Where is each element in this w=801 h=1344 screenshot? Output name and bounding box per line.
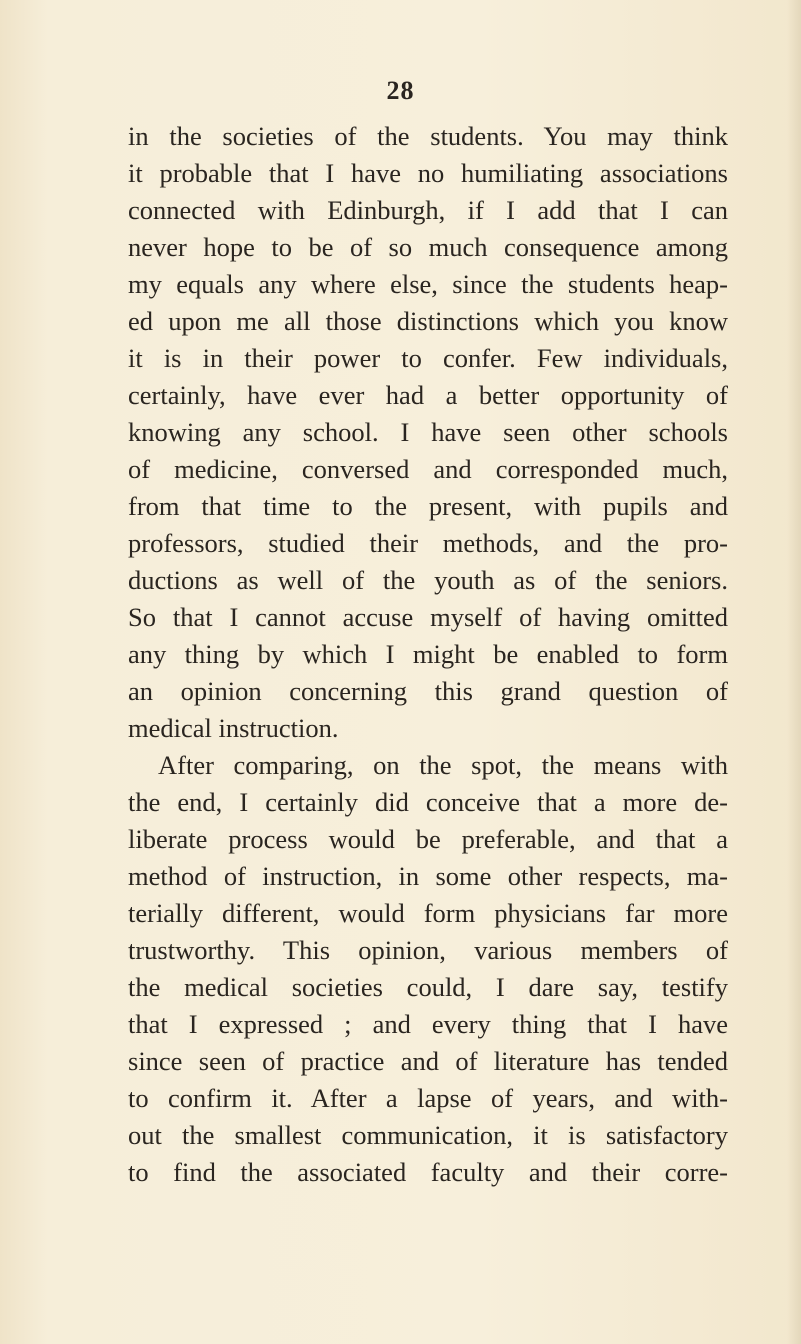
paragraph-start-line: After comparing, on the spot, the means with xyxy=(158,750,728,780)
text-line: certainly, have ever had a better opportunity of xyxy=(128,380,728,410)
text-line: never hope to be of so much consequence among xyxy=(128,232,728,262)
text-line: from that time to the present, with pupils and xyxy=(128,491,728,521)
text-line: the medical societies could, I dare say, testify xyxy=(128,972,728,1002)
text-line: in the societies of the students. You may think xyxy=(128,121,728,151)
text-line: So that I cannot accuse myself of having omitted xyxy=(128,602,728,632)
text-line: knowing any school. I have seen other schools xyxy=(128,417,728,447)
text-line: to confirm it. After a lapse of years, and with- xyxy=(128,1083,728,1113)
text-line: out the smallest communication, it is satisfactory xyxy=(128,1120,728,1150)
text-line: ductions as well of the youth as of the seniors. xyxy=(128,565,728,595)
page-number: 28 xyxy=(386,76,415,105)
text-line: method of instruction, in some other respects, ma- xyxy=(128,861,728,891)
text-line: connected with Edinburgh, if I add that I can xyxy=(128,195,728,225)
text-line: my equals any where else, since the students heap- xyxy=(128,269,728,299)
text-line: it is in their power to confer. Few individuals, xyxy=(128,343,728,373)
text-line: professors, studied their methods, and the pro- xyxy=(128,528,728,558)
text-line: the end, I certainly did conceive that a more de- xyxy=(128,787,728,817)
text-line: of medicine, conversed and corresponded much, xyxy=(128,454,728,484)
text-line: an opinion concerning this grand question of xyxy=(128,676,728,706)
paragraph-end-line: medical instruction. xyxy=(128,713,339,743)
page-edge-shadow xyxy=(787,0,801,1344)
text-line: to find the associated faculty and their corre- xyxy=(128,1157,728,1187)
text-line: since seen of practice and of literature has tended xyxy=(128,1046,728,1076)
text-line: trustworthy. This opinion, various members of xyxy=(128,935,728,965)
text-line: terially different, would form physicians far more xyxy=(128,898,728,928)
text-line: ed upon me all those distinctions which you know xyxy=(128,306,728,336)
text-line: that I expressed ; and every thing that I have xyxy=(128,1009,728,1039)
text-line: liberate process would be preferable, and that a xyxy=(128,824,728,854)
body-text xyxy=(128,118,728,1191)
text-line: any thing by which I might be enabled to form xyxy=(128,639,728,669)
text-line: it probable that I have no humiliating associations xyxy=(128,158,728,188)
